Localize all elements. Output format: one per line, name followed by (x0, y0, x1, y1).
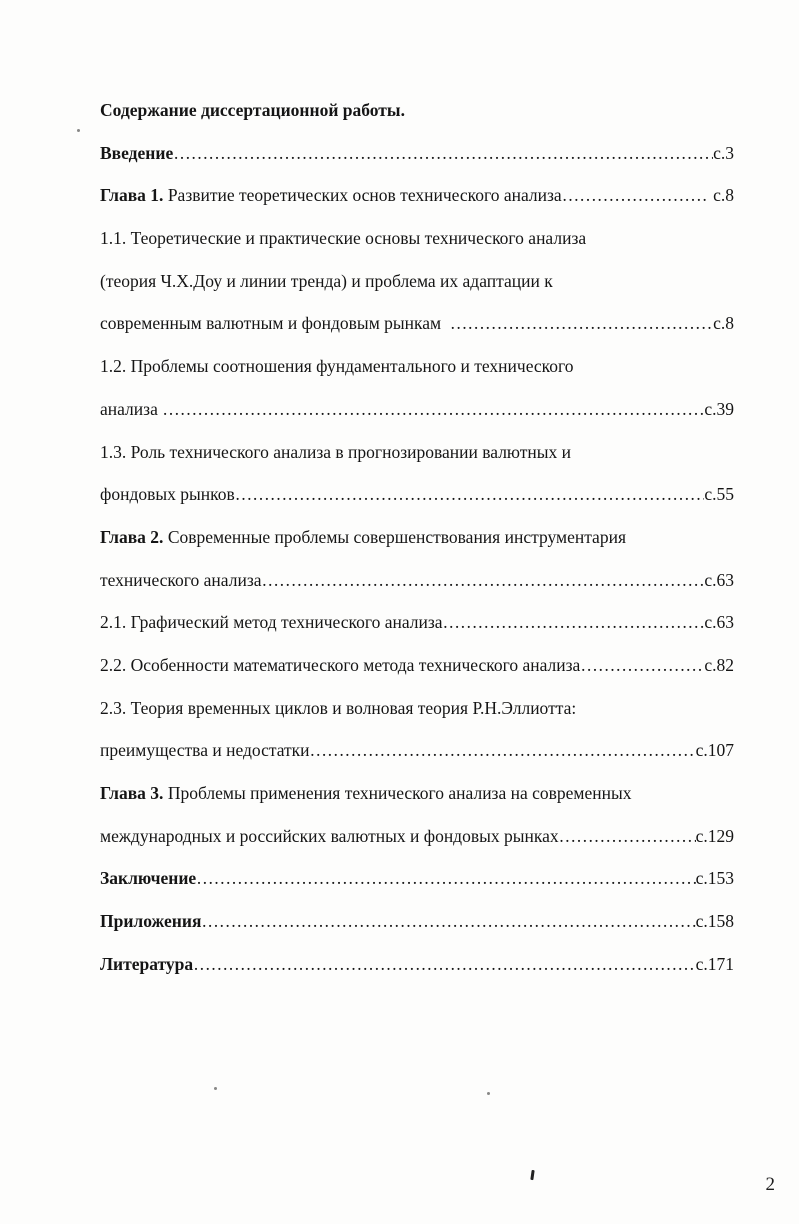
entry-text: преимущества и недостатки (100, 740, 310, 761)
toc-line (100, 740, 734, 783)
toc-line (100, 868, 734, 911)
dot-leader (562, 185, 709, 206)
dot-leader (580, 655, 704, 676)
scan-artifact-tick (530, 1170, 534, 1180)
toc-line (100, 954, 734, 997)
entry-text: 2.1. Графический метод технического анализа (100, 612, 443, 633)
toc-line (100, 911, 734, 954)
page-ref: с.55 (704, 484, 734, 505)
entry-text: Проблемы применения технического анализа на современных (163, 783, 632, 803)
toc-line (100, 655, 734, 698)
toc-line (100, 612, 734, 655)
dot-leader (162, 399, 704, 420)
toc-line (100, 143, 734, 186)
page-ref: с.63 (704, 569, 734, 590)
page-ref: с.129 (695, 825, 734, 846)
entry-text: анализа (100, 398, 163, 419)
page-ref: с.63 (704, 612, 734, 633)
dot-leader (310, 740, 696, 761)
entry-text: 2.2. Особенности математического метода технического анализа (100, 654, 581, 675)
dot-leader (173, 143, 713, 164)
entry-text: технического анализа (100, 569, 262, 590)
entry-bold-text: Литература (100, 953, 194, 974)
entry-bold-text: Глава 1. (100, 185, 164, 206)
entry-text: Развитие теоретических основ технического анализа (163, 185, 562, 206)
toc-line (100, 271, 734, 314)
page-ref: с.107 (695, 740, 734, 761)
entry-text: 1.3. Роль технического анализа в прогнозировании валютных и (100, 441, 572, 462)
entry-text: (теория Ч.Х.Доу и линии тренда) и проблема их адаптации к (100, 270, 553, 291)
scan-artifact-dot (487, 1092, 490, 1095)
toc-title (100, 100, 734, 143)
page-ref: с.8 (708, 185, 734, 206)
entry-text: современным валютным и фондовым рынкам (100, 313, 450, 334)
dot-leader (443, 612, 705, 633)
toc-line (100, 228, 734, 271)
entry-text: 2.3. Теория временных циклов и волновая теория Р.Н.Эллиотта: (100, 697, 577, 718)
dot-leader (262, 570, 705, 591)
scan-artifact-dot (77, 129, 80, 132)
toc-line (100, 826, 734, 869)
page-ref: с.171 (695, 953, 734, 974)
dot-leader (201, 911, 695, 932)
entry-text: 1.1. Теоретические и практические основы технического анализа (100, 228, 587, 249)
dot-leader (196, 868, 695, 889)
table-of-contents (100, 100, 734, 996)
entry-text: 1.2. Проблемы соотношения фундаментального и технического (100, 356, 574, 377)
toc-lines (100, 143, 734, 997)
page-ref: с.153 (695, 868, 734, 889)
toc-line (100, 356, 734, 399)
scan-artifact-dot (214, 1087, 217, 1090)
page-number: 2 (765, 1174, 775, 1195)
toc-line (100, 313, 734, 356)
toc-line (100, 527, 734, 570)
page-ref: с.3 (713, 142, 734, 163)
page-ref: с.39 (704, 398, 734, 419)
page-ref: с.82 (704, 654, 734, 675)
dot-leader (559, 826, 696, 847)
entry-bold-text: Заключение (100, 868, 197, 889)
dot-leader (193, 954, 695, 975)
dot-leader (450, 313, 713, 334)
entry-text: Современные проблемы совершенствования инструментария (163, 526, 626, 547)
entry-text: международных и российских валютных и фондовых рынках (100, 825, 559, 846)
entry-text: фондовых рынков (100, 484, 235, 505)
toc-line (100, 783, 734, 826)
toc-line (100, 185, 734, 228)
page-ref: с.158 (695, 911, 734, 932)
toc-title-text: Содержание диссертационной работы. (100, 100, 405, 120)
entry-bold-text: Введение (100, 142, 174, 163)
entry-bold-text: Глава 2. (100, 526, 164, 547)
dot-leader (235, 484, 705, 505)
toc-line (100, 570, 734, 613)
toc-line (100, 399, 734, 442)
entry-bold-text: Приложения (100, 911, 202, 932)
toc-line (100, 484, 734, 527)
entry-bold-text: Глава 3. (100, 783, 164, 803)
page-ref: с.8 (713, 313, 734, 334)
toc-line (100, 698, 734, 741)
toc-line (100, 442, 734, 485)
